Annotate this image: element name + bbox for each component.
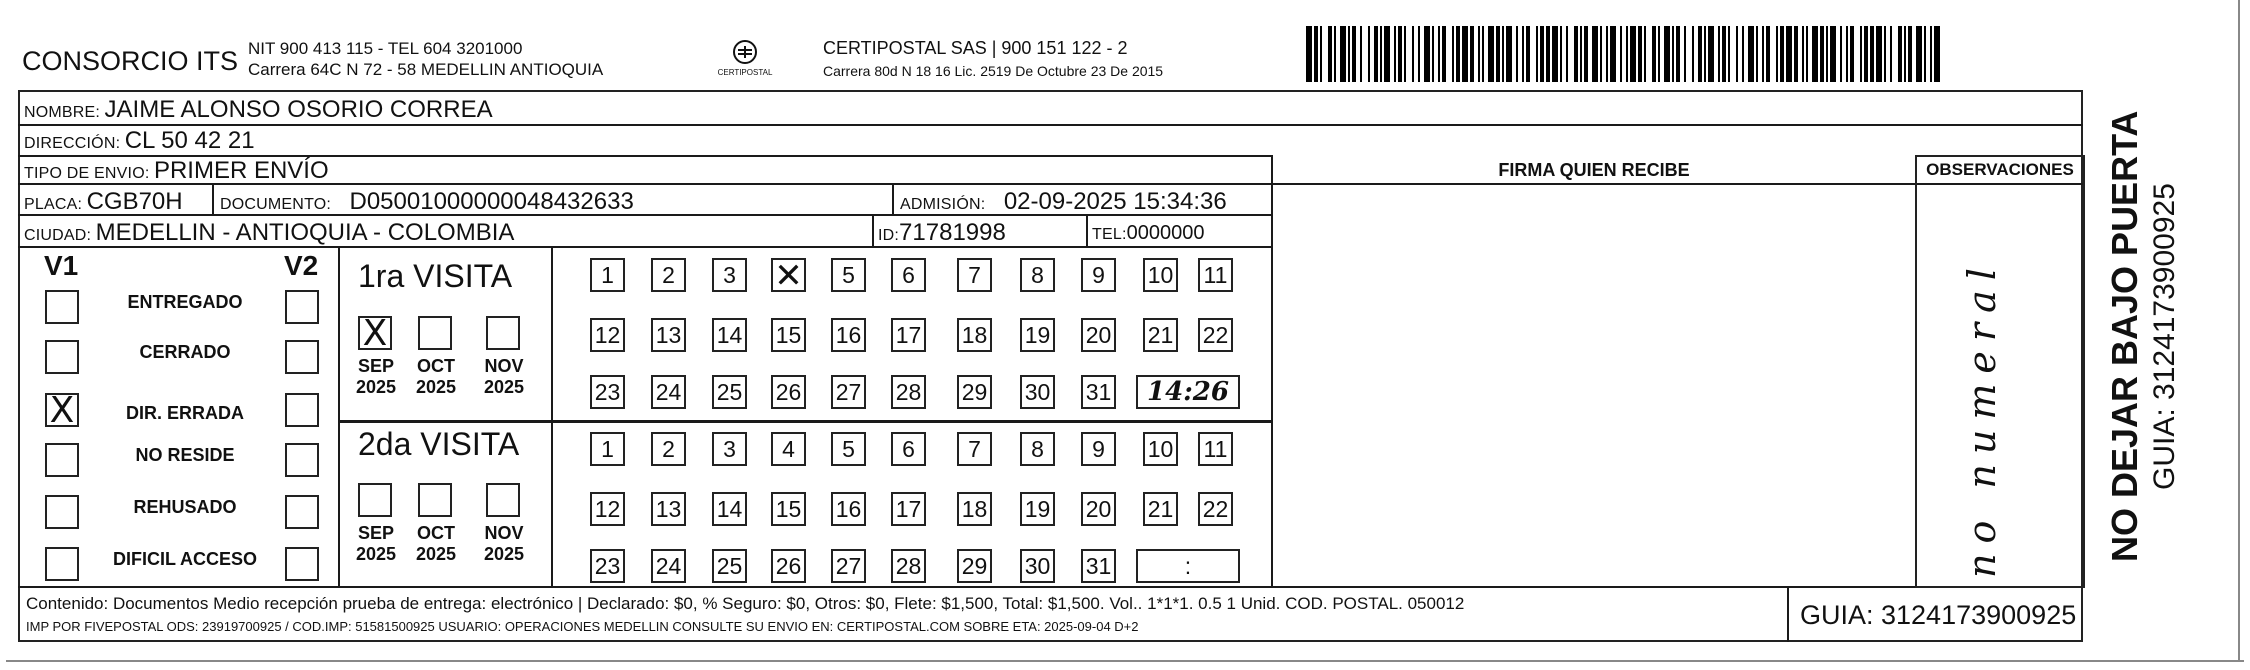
visit1-month-checkbox[interactable] <box>486 316 520 350</box>
visit1-month-name: NOV <box>484 356 524 376</box>
visit1-day-box[interactable]: 16 <box>831 318 866 352</box>
visit2-day-box[interactable]: 2 <box>651 432 686 466</box>
visit1-month-year: 2025 <box>355 377 397 397</box>
v2-label: V2 <box>284 250 319 281</box>
visit1-day-box[interactable]: 20 <box>1081 318 1116 352</box>
visit2-day-box[interactable]: 6 <box>891 432 926 466</box>
visit2-day-box[interactable]: 17 <box>891 492 926 526</box>
visit2-month-year: 2025 <box>415 544 457 564</box>
plate-label: PLACA: <box>24 196 83 213</box>
status-v1-checkbox[interactable] <box>45 290 79 324</box>
logo-text: CERTIPOSTAL <box>717 68 773 77</box>
visit2-day-box[interactable]: 22 <box>1198 492 1233 526</box>
visit1-day-box[interactable]: 13 <box>651 318 686 352</box>
plate-value: CGB70H <box>86 188 183 215</box>
visit2-month-checkbox[interactable] <box>418 483 452 517</box>
visit1-day-box[interactable]: 14 <box>712 318 747 352</box>
visit1-day-box[interactable]: 1 <box>590 258 625 292</box>
tel-label: TEL: <box>1092 226 1127 243</box>
visit1-day-box[interactable]: 22 <box>1198 318 1233 352</box>
status-v1-checkbox[interactable] <box>45 340 79 374</box>
admission-label: ADMISIÓN: <box>900 196 986 213</box>
status-option-label: REHUSADO <box>133 497 237 517</box>
visit1-time: 14:26 <box>1147 377 1229 407</box>
footer-guia: GUIA: 3124173900925 <box>1800 600 2077 630</box>
city-label: CIUDAD: <box>24 227 92 244</box>
visit1-day-box[interactable]: 9 <box>1081 258 1116 292</box>
visit2-month-checkbox[interactable] <box>486 483 520 517</box>
visit2-month-year: 2025 <box>355 544 397 564</box>
visit2-day-box[interactable]: 28 <box>891 549 926 583</box>
visit1-day-box[interactable]: 26 <box>771 375 806 409</box>
visit2-day-box[interactable]: 8 <box>1020 432 1055 466</box>
visit1-month-year: 2025 <box>483 377 525 397</box>
status-v1-checkbox[interactable] <box>45 495 79 529</box>
visit1-day-box[interactable]: 25 <box>712 375 747 409</box>
side-notice: NO DEJAR BAJO PUERTA <box>2104 110 2145 562</box>
visit2-time: : <box>1184 553 1192 579</box>
send-type-label: TIPO DE ENVIO: <box>24 165 150 182</box>
visit1-day-box[interactable]: 23 <box>590 375 625 409</box>
status-option-label: ENTREGADO <box>127 292 243 312</box>
status-v2-checkbox[interactable] <box>285 393 319 427</box>
visit2-day-box[interactable]: 14 <box>712 492 747 526</box>
visit1-day-box[interactable]: 21 <box>1143 318 1178 352</box>
visit2-day-box[interactable]: 24 <box>651 549 686 583</box>
visit2-day-box[interactable]: 18 <box>957 492 992 526</box>
visit2-title: 2da VISITA <box>358 426 520 462</box>
city-value: MEDELLIN - ANTIOQUIA - COLOMBIA <box>95 219 515 246</box>
visit2-month-name: OCT <box>417 523 455 543</box>
visit1-day-box[interactable]: 24 <box>651 375 686 409</box>
visit1-title: 1ra VISITA <box>358 258 513 294</box>
visit1-month-mark: X <box>362 313 388 354</box>
side-guia: GUIA: 3124173900925 <box>2148 183 2181 490</box>
visit1-month-checkbox[interactable] <box>418 316 452 350</box>
visit2-day-box[interactable]: 23 <box>590 549 625 583</box>
visit2-month-checkbox[interactable] <box>358 483 392 517</box>
tel-value: 0000000 <box>1126 222 1205 244</box>
visit1-day-mark: ✕ <box>774 256 803 296</box>
admission-value: 02-09-2025 15:34:36 <box>1003 188 1227 215</box>
visit2-day-box[interactable]: 26 <box>771 549 806 583</box>
status-v1-checkbox[interactable] <box>45 390 79 431</box>
visit1-day-box[interactable]: 31 <box>1081 375 1116 409</box>
visit2-day-box[interactable]: 5 <box>831 432 866 466</box>
visit1-day-box[interactable]: 5 <box>831 258 866 292</box>
status-v1-checkbox[interactable] <box>45 443 79 477</box>
visit2-day-box[interactable]: 19 <box>1020 492 1055 526</box>
visit1-day-box[interactable]: 6 <box>891 258 926 292</box>
v1-label: V1 <box>44 250 79 281</box>
visit1-month-checkbox[interactable] <box>358 313 392 354</box>
status-option-label: CERRADO <box>139 342 231 362</box>
certipostal-logo <box>712 38 778 84</box>
visit1-day-box[interactable]: 10 <box>1143 258 1178 292</box>
visit2-day-box[interactable]: 3 <box>712 432 747 466</box>
carrier-address: Carrera 80d N 18 16 Lic. 2519 De Octubre 23 De 2015 <box>823 63 1164 79</box>
visit1-day-box[interactable]: 15 <box>771 318 806 352</box>
visit2-day-box[interactable]: 25 <box>712 549 747 583</box>
visit1-day-box[interactable]: 28 <box>891 375 926 409</box>
observations-label: OBSERVACIONES <box>1926 160 2074 179</box>
visit1-month-name: OCT <box>417 356 455 376</box>
visit2-day-box[interactable]: 20 <box>1081 492 1116 526</box>
recipient-address: CL 50 42 21 <box>124 127 255 154</box>
id-label: ID: <box>878 227 900 244</box>
recipient-name: JAIME ALONSO OSORIO CORREA <box>104 96 493 123</box>
visit1-day-box[interactable] <box>771 256 806 296</box>
address-label: DIRECCIÓN: <box>24 135 121 152</box>
name-label: NOMBRE: <box>24 104 101 121</box>
barcode-bar <box>1934 26 1940 82</box>
visit1-day-box[interactable]: 12 <box>590 318 625 352</box>
company-nit: NIT 900 413 115 - TEL 604 3201000 <box>248 39 523 58</box>
visit2-day-box[interactable]: 12 <box>590 492 625 526</box>
footer-print-info: IMP POR FIVEPOSTAL ODS: 23919700925 / COD.IMP: 51581500925 USUARIO: OPERACIONES MEDELLIN CONSULTE SU ENVIO EN: CERTIPOSTAL.COM SOBRE ETA: 2025-09-04 D+2 <box>26 619 1139 634</box>
visit1-day-box[interactable]: 17 <box>891 318 926 352</box>
status-option-label: NO RESIDE <box>135 445 235 465</box>
visit1-day-box[interactable]: 29 <box>957 375 992 409</box>
visit1-day-box[interactable]: 3 <box>712 258 747 292</box>
visit2-day-box[interactable]: 21 <box>1143 492 1178 526</box>
visit2-day-box[interactable]: 7 <box>957 432 992 466</box>
visit2-month-name: SEP <box>357 523 395 543</box>
visit2-day-box[interactable]: 29 <box>957 549 992 583</box>
visit2-day-box[interactable]: 16 <box>831 492 866 526</box>
visit1-day-box[interactable]: 19 <box>1020 318 1055 352</box>
visit2-month-year: 2025 <box>483 544 525 564</box>
visit2-day-box[interactable]: 11 <box>1198 432 1233 466</box>
visit2-day-box[interactable]: 27 <box>831 549 866 583</box>
visit1-month-year: 2025 <box>415 377 457 397</box>
visit1-day-box[interactable]: 8 <box>1020 258 1055 292</box>
status-option-label: DIR. ERRADA <box>125 403 244 423</box>
visit2-day-box[interactable]: 10 <box>1143 432 1178 466</box>
document-label: DOCUMENTO: <box>220 196 332 213</box>
status-v2-checkbox[interactable] <box>285 340 319 374</box>
visit1-day-box[interactable]: 7 <box>957 258 992 292</box>
status-v1-checkbox[interactable] <box>45 547 79 581</box>
visit1-month-name: SEP <box>357 356 395 376</box>
status-option-label: DIFICIL ACCESO <box>112 549 257 569</box>
visit1-day-box[interactable]: 11 <box>1198 258 1233 292</box>
status-v2-checkbox[interactable] <box>285 547 319 581</box>
status-v2-checkbox[interactable] <box>285 495 319 529</box>
observations-handwriting: no numeral <box>1960 258 2004 578</box>
visit1-day-box[interactable]: 27 <box>831 375 866 409</box>
visit2-time-box[interactable] <box>1136 549 1240 583</box>
send-type: PRIMER ENVÍO <box>153 157 329 184</box>
company-address: Carrera 64C N 72 - 58 MEDELLIN ANTIOQUIA <box>248 60 604 79</box>
visit2-day-box[interactable]: 1 <box>590 432 625 466</box>
visit1-time-box[interactable] <box>1136 375 1240 409</box>
visit2-day-box[interactable]: 4 <box>771 432 806 466</box>
footer-content: Contenido: Documentos Medio recepción prueba de entrega: electrónico | Declarado: $0, % Seguro: $0, Otros: $0, Flete: $1,500, Total: $1,500. Vol.. 1*1*1. 0.5 1 Unid. COD. POSTAL. 050012 <box>26 594 1465 613</box>
barcode <box>1306 26 1940 82</box>
visit2-day-box[interactable]: 30 <box>1020 549 1055 583</box>
carrier-name: CERTIPOSTAL SAS | 900 151 122 - 2 <box>823 38 1128 58</box>
status-v2-checkbox[interactable] <box>285 443 319 477</box>
visit2-day-box[interactable]: 15 <box>771 492 806 526</box>
visit1-day-box[interactable]: 18 <box>957 318 992 352</box>
visit2-day-box[interactable]: 9 <box>1081 432 1116 466</box>
id-value: 71781998 <box>899 219 1006 246</box>
visit1-day-box[interactable]: 30 <box>1020 375 1055 409</box>
status-v2-checkbox[interactable] <box>285 290 319 324</box>
company-name: CONSORCIO ITS <box>22 46 239 76</box>
visit2-day-box[interactable]: 31 <box>1081 549 1116 583</box>
visit1-day-box[interactable]: 2 <box>651 258 686 292</box>
visit2-day-box[interactable]: 13 <box>651 492 686 526</box>
document-value: D05001000000048432633 <box>349 188 634 215</box>
signature-label: FIRMA QUIEN RECIBE <box>1498 160 1690 180</box>
visit2-month-name: NOV <box>484 523 524 543</box>
status-v1-mark: X <box>49 390 75 431</box>
